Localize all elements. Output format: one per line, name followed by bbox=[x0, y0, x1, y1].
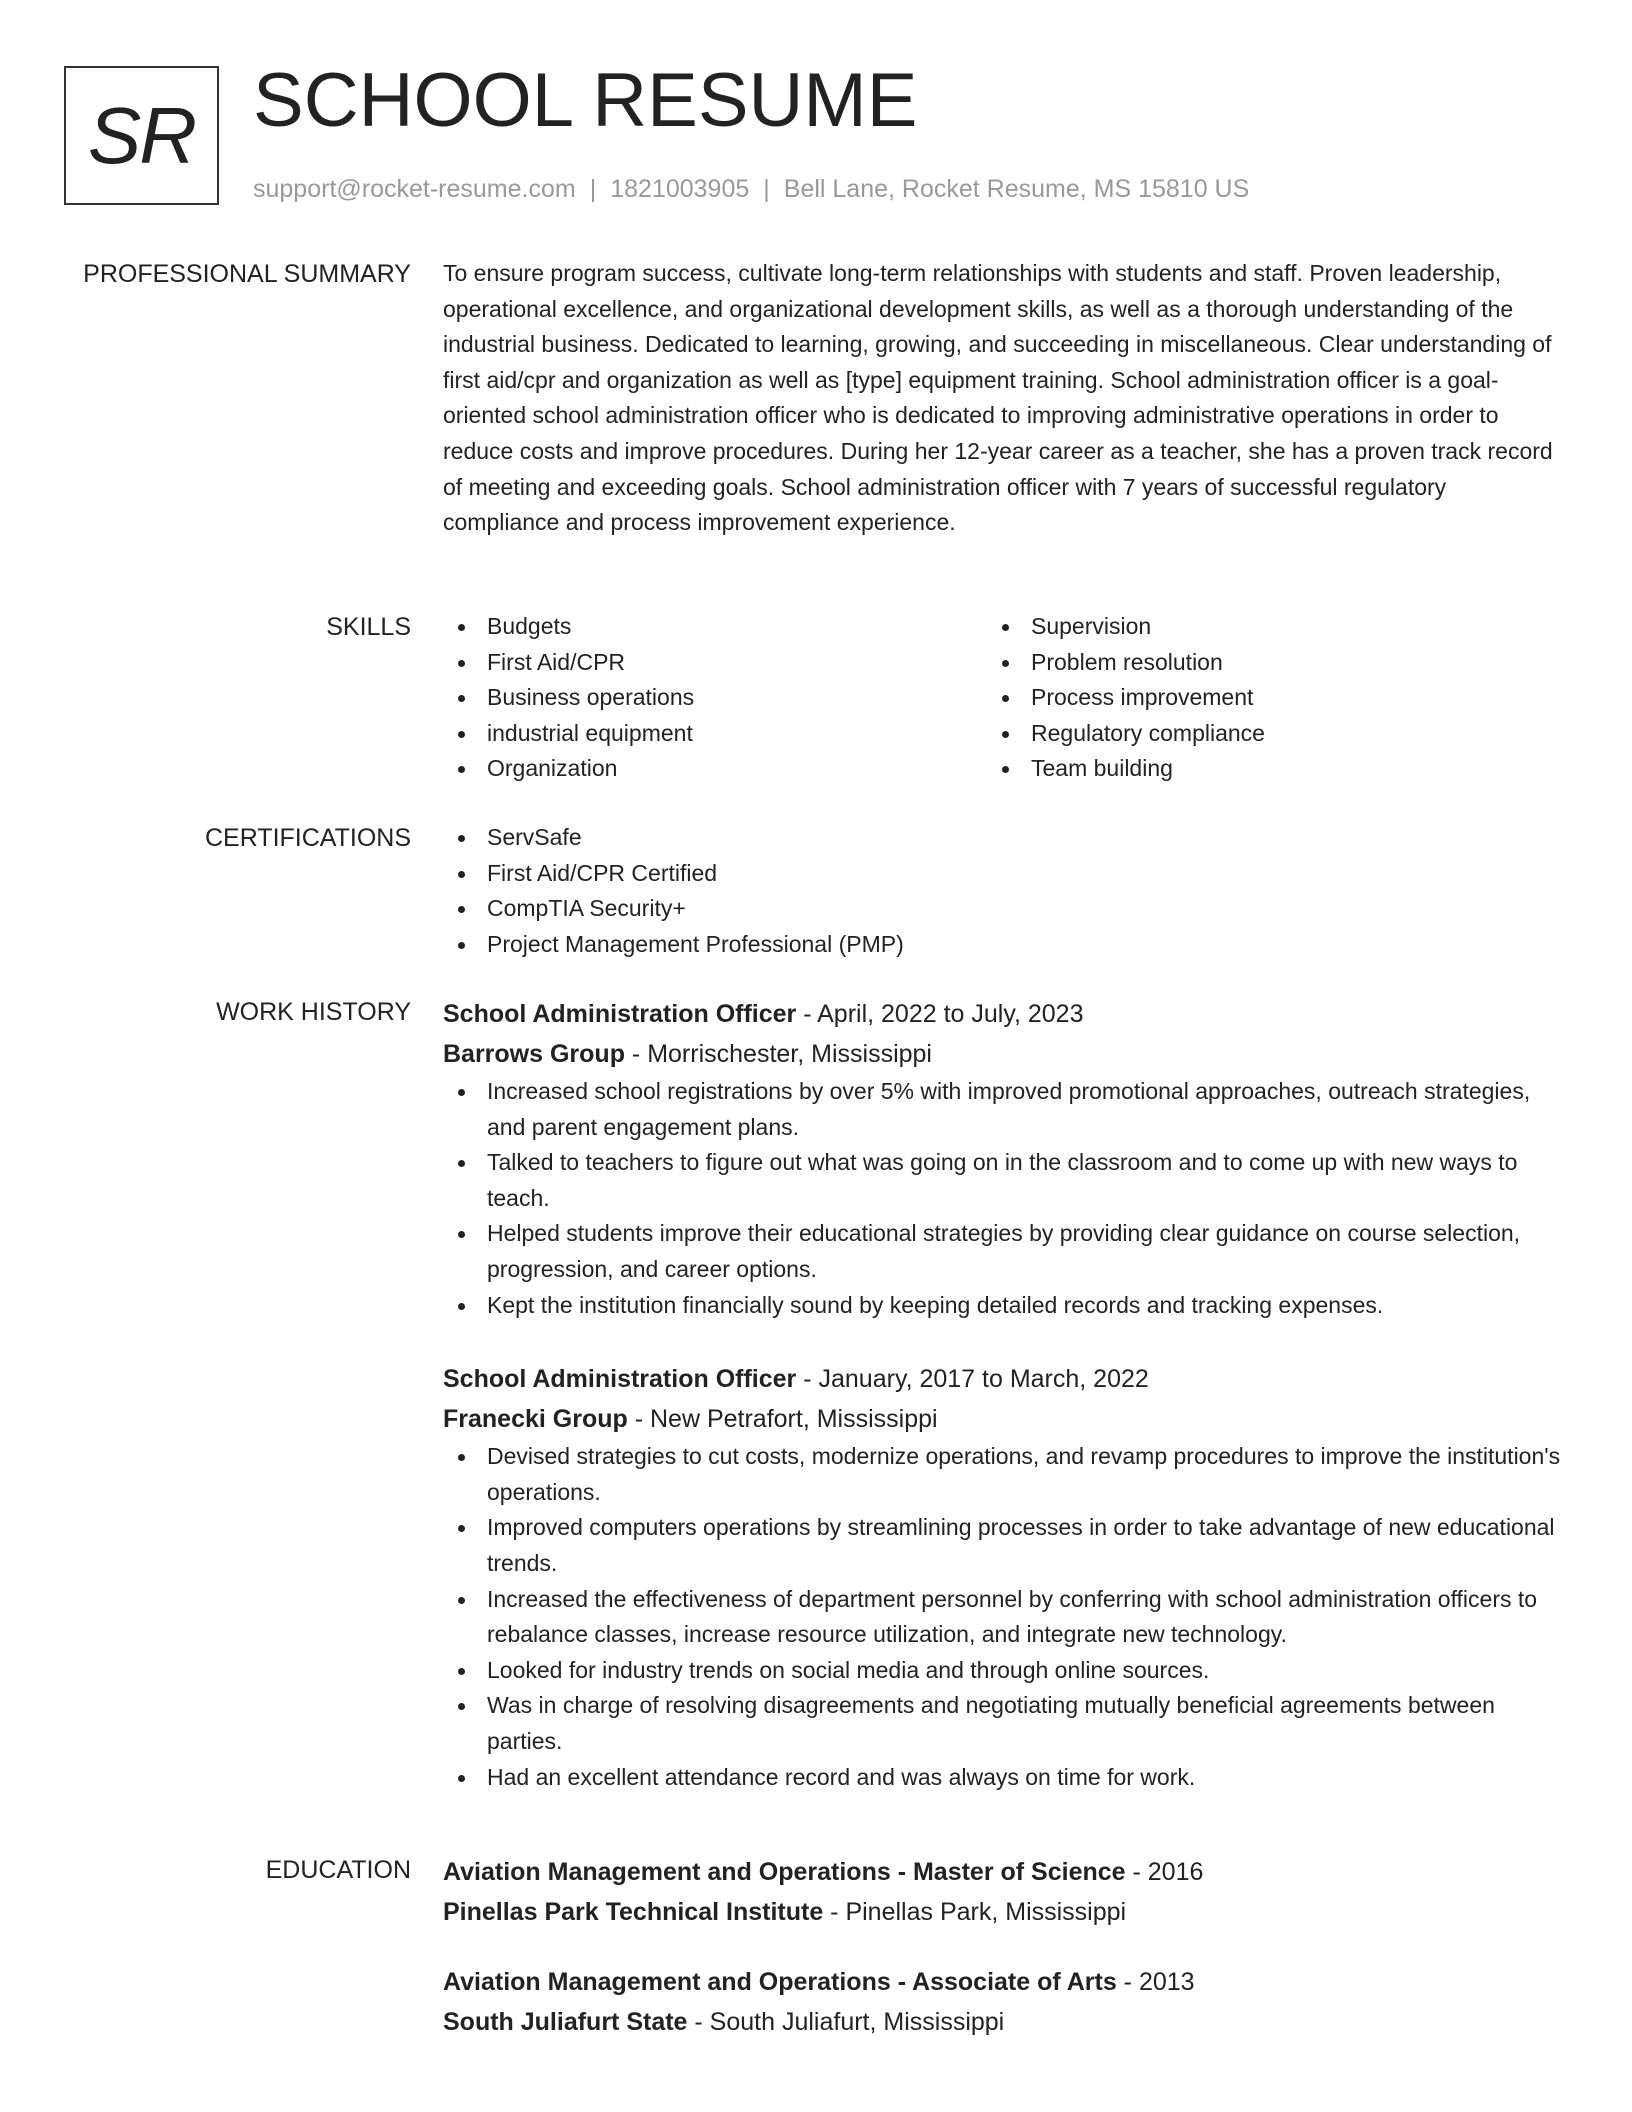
skills-list-right bbox=[987, 609, 1531, 787]
job-entry bbox=[443, 994, 1563, 1323]
school-line bbox=[443, 1892, 1563, 1932]
summary-heading: PROFESSIONAL SUMMARY bbox=[83, 260, 411, 288]
resume-title: SCHOOL RESUME bbox=[253, 58, 918, 143]
job-duty: Devised strategies to cut costs, modernize operations, and revamp procedures to improve the institution's operations. bbox=[443, 1439, 1563, 1510]
skill-item: Regulatory compliance bbox=[987, 716, 1531, 752]
skills-body bbox=[443, 609, 1563, 787]
summary-text: To ensure program success, cultivate long-term relationships with students and staff. Proven leadership, operational excellence, and organizational development skills, as well as a thorough understanding of the industrial business. Dedicated to learning, growing, and succeeding in miscellaneous. Clear understanding of first aid/cpr and organization as well as [type] equipment training. School administration officer is a goal-oriented school administration officer who is dedicated to improving administrative operations in order to reduce costs and improve procedures. During her 12-year career as a teacher, she has a proven track record of meeting and exceeding goals. School administration officer with 7 years of successful regulatory compliance and process improvement experience. bbox=[443, 260, 1553, 536]
contact-separator: | bbox=[589, 175, 597, 203]
job-duty: Kept the institution financially sound by keeping detailed records and tracking expenses. bbox=[443, 1288, 1563, 1324]
skill-item: Team building bbox=[987, 751, 1531, 787]
job-duties-list bbox=[443, 1074, 1563, 1323]
degree-line bbox=[443, 1962, 1563, 2002]
job-duty: Increased the effectiveness of department personnel by conferring with school administration officers to rebalance classes, increase resource utilization, and integrate new technology. bbox=[443, 1582, 1563, 1653]
certifications-list bbox=[443, 820, 1563, 962]
job-title: School Administration Officer bbox=[443, 1365, 797, 1394]
skill-item: First Aid/CPR bbox=[443, 645, 987, 681]
skill-item: Budgets bbox=[443, 609, 987, 645]
school-line bbox=[443, 2002, 1563, 2042]
skills-list-left bbox=[443, 609, 987, 787]
contact-address: Bell Lane, Rocket Resume, MS 15810 US bbox=[783, 175, 1250, 203]
school-name: South Juliafurt State bbox=[443, 2008, 688, 2036]
job-title: School Administration Officer bbox=[443, 1000, 797, 1028]
skill-item: Organization bbox=[443, 751, 987, 787]
work-history-heading: WORK HISTORY bbox=[216, 998, 411, 1026]
job-duty: Was in charge of resolving disagreements and negotiating mutually beneficial agreements between parties. bbox=[443, 1688, 1563, 1759]
job-duties-list bbox=[443, 1439, 1563, 1795]
job-company-line bbox=[443, 1399, 1563, 1439]
degree-line bbox=[443, 1852, 1563, 1892]
job-title-line bbox=[443, 1359, 1563, 1399]
job-duty: Talked to teachers to figure out what was going on in the classroom and to come up with new ways to teach. bbox=[443, 1145, 1563, 1216]
skill-item: Supervision bbox=[987, 609, 1531, 645]
education-heading: EDUCATION bbox=[265, 1856, 411, 1884]
certification-item: Project Management Professional (PMP) bbox=[443, 927, 1563, 963]
skill-item: Problem resolution bbox=[987, 645, 1531, 681]
degree-year: - 2013 bbox=[1116, 1968, 1195, 1996]
job-company: Barrows Group bbox=[443, 1040, 625, 1068]
school-location: - Pinellas Park, Mississippi bbox=[823, 1898, 1127, 1926]
contact-line bbox=[253, 174, 1249, 204]
skill-item: Business operations bbox=[443, 680, 987, 716]
monogram-logo: SR bbox=[64, 66, 219, 205]
certifications-heading: CERTIFICATIONS bbox=[204, 824, 411, 852]
certification-item: ServSafe bbox=[443, 820, 1563, 856]
work-history-body bbox=[443, 994, 1563, 1831]
job-duty: Increased school registrations by over 5% with improved promotional approaches, outreach strategies, and parent engagement plans. bbox=[443, 1074, 1563, 1145]
school-location: - South Juliafurt, Mississippi bbox=[687, 2008, 1005, 2036]
certification-item: First Aid/CPR Certified bbox=[443, 856, 1563, 892]
degree: Aviation Management and Operations - Associate of Arts bbox=[443, 1968, 1117, 1996]
degree: Aviation Management and Operations - Master of Science bbox=[443, 1858, 1126, 1886]
job-title-line bbox=[443, 994, 1563, 1034]
contact-phone: 1821003905 bbox=[610, 175, 750, 203]
skills-heading: SKILLS bbox=[326, 613, 411, 641]
contact-email: support@rocket-resume.com bbox=[253, 175, 576, 203]
summary-body bbox=[443, 256, 1563, 541]
skill-item: industrial equipment bbox=[443, 716, 987, 752]
job-duty: Improved computers operations by streamlining processes in order to take advantage of new educational trends. bbox=[443, 1510, 1563, 1581]
certifications-body bbox=[443, 820, 1563, 962]
school-name: Pinellas Park Technical Institute bbox=[443, 1898, 824, 1926]
job-dates: - January, 2017 to March, 2022 bbox=[796, 1365, 1149, 1394]
contact-separator: | bbox=[763, 175, 770, 203]
job-entry bbox=[443, 1359, 1563, 1795]
certification-item: CompTIA Security+ bbox=[443, 891, 1563, 927]
education-entry bbox=[443, 1962, 1563, 2042]
job-duty: Had an excellent attendance record and was always on time for work. bbox=[443, 1760, 1563, 1796]
education-body bbox=[443, 1852, 1563, 2042]
job-company-line bbox=[443, 1034, 1563, 1074]
job-dates: - April, 2022 to July, 2023 bbox=[796, 1000, 1084, 1028]
job-company: Franecki Group bbox=[443, 1405, 628, 1434]
education-entry bbox=[443, 1852, 1563, 1932]
job-duty: Helped students improve their educational strategies by providing clear guidance on course selection, progression, and career options. bbox=[443, 1216, 1563, 1287]
job-duty: Looked for industry trends on social media and through online sources. bbox=[443, 1653, 1563, 1689]
job-location: - Morrischester, Mississippi bbox=[624, 1040, 932, 1068]
job-location: - New Petrafort, Mississippi bbox=[627, 1405, 938, 1434]
skill-item: Process improvement bbox=[987, 680, 1531, 716]
degree-year: - 2016 bbox=[1125, 1858, 1204, 1886]
